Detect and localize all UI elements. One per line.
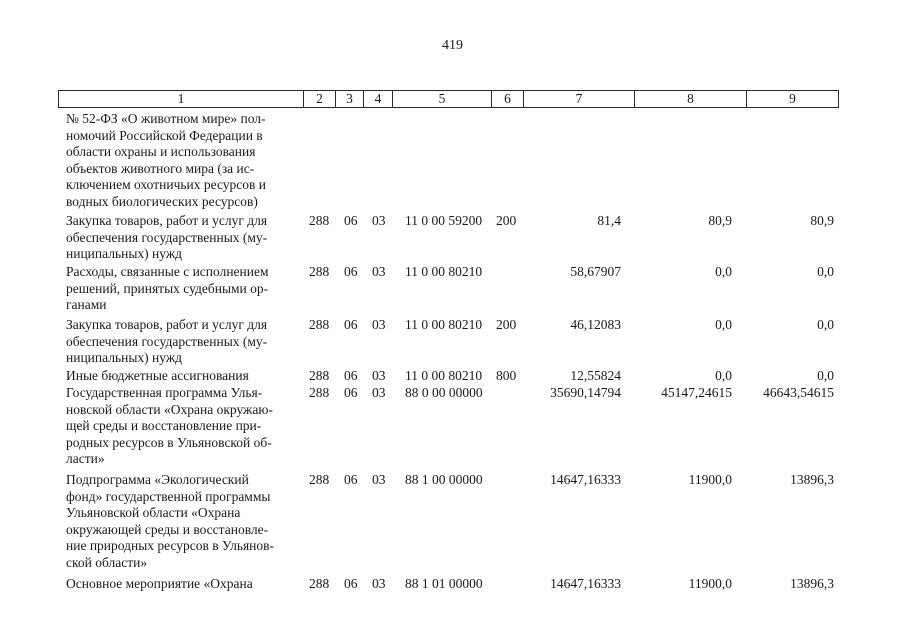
row-name-line: Ульяновской области «Охрана	[66, 505, 241, 520]
header-col-4: 4	[364, 91, 393, 108]
row-name	[66, 576, 298, 593]
amount-col-7: 35690,14794	[550, 385, 621, 400]
row-name-line: щей среды и восстановление при-	[66, 418, 262, 433]
section: 06	[344, 385, 358, 400]
code-admin: 288	[309, 576, 330, 591]
row-name-line: ниципальных) нужд	[66, 350, 183, 365]
row-name-line: ганами	[66, 297, 107, 312]
header-col-6: 6	[492, 91, 524, 108]
section: 06	[344, 472, 358, 487]
code-admin: 288	[309, 368, 330, 383]
row-name-line: Расходы, связанные с исполнением	[66, 264, 269, 279]
amount-col-9: 0,0	[817, 264, 834, 279]
header-col-8: 8	[635, 91, 747, 108]
row-name-line: Подпрограмма «Экологический	[66, 472, 249, 487]
row-name-line: ласти»	[66, 451, 105, 466]
header-col-5: 5	[393, 91, 492, 108]
row-name-line: объектов животного мира (за ис-	[66, 160, 255, 176]
row-name-line: области охраны и использования	[66, 144, 256, 159]
header-col-2: 2	[304, 91, 336, 108]
row-name	[66, 264, 298, 314]
code-admin: 288	[309, 472, 330, 487]
target-article: 11 0 00 80210	[405, 317, 483, 332]
code-admin: 288	[309, 264, 330, 279]
amount-col-9: 0,0	[817, 317, 834, 332]
amount-col-9: 46643,54615	[763, 385, 834, 400]
amount-col-9: 0,0	[817, 368, 834, 383]
target-article: 11 0 00 59200	[405, 213, 483, 228]
row-name-line: фонд» государственной программы	[66, 488, 271, 504]
row-name-line: Государственная программа Улья-	[66, 385, 263, 400]
header-col-3: 3	[336, 91, 364, 108]
amount-col-7: 81,4	[597, 213, 621, 228]
subsection: 03	[372, 213, 386, 228]
amount-col-7: 14647,16333	[550, 576, 621, 591]
row-name-line: Основное мероприятие «Охрана	[66, 576, 253, 591]
expense-type: 200	[496, 317, 517, 332]
row-name-line: Закупка товаров, работ и услуг для	[66, 317, 268, 332]
section: 06	[344, 576, 358, 591]
row-name-line: обеспечения государственных (му-	[66, 229, 268, 245]
row-name	[66, 317, 298, 367]
amount-col-9: 13896,3	[790, 576, 834, 591]
header-col-9: 9	[747, 91, 839, 108]
expense-type: 200	[496, 213, 517, 228]
target-article: 88 1 00 00000	[405, 472, 483, 487]
amount-col-8: 0,0	[715, 264, 732, 279]
section: 06	[344, 213, 358, 228]
row-name-line: номочий Российской Федерации в	[66, 127, 263, 143]
row-name	[66, 385, 298, 468]
section: 06	[344, 368, 358, 383]
amount-col-9: 13896,3	[790, 472, 834, 487]
row-name-line: Закупка товаров, работ и услуг для	[66, 213, 268, 228]
row-name	[66, 111, 298, 210]
subsection: 03	[372, 576, 386, 591]
target-article: 11 0 00 80210	[405, 264, 483, 279]
row-name	[66, 213, 298, 263]
row-name-line: решений, принятых судебными ор-	[66, 280, 269, 296]
amount-col-8: 11900,0	[688, 576, 732, 591]
expense-type: 800	[496, 368, 517, 383]
row-name	[66, 472, 298, 571]
row-name-line: Иные бюджетные ассигнования	[66, 368, 249, 383]
amount-col-8: 0,0	[715, 368, 732, 383]
header-col-1: 1	[59, 91, 304, 108]
row-name-line: обеспечения государственных (му-	[66, 333, 268, 349]
target-article: 11 0 00 80210	[405, 368, 483, 383]
code-admin: 288	[309, 213, 330, 228]
row-name-line: новской области «Охрана окружаю-	[66, 401, 273, 417]
amount-col-7: 46,12083	[570, 317, 621, 332]
page-number: 419	[442, 38, 463, 53]
amount-col-7: 14647,16333	[550, 472, 621, 487]
subsection: 03	[372, 368, 386, 383]
amount-col-8: 0,0	[715, 317, 732, 332]
subsection: 03	[372, 264, 386, 279]
row-name-line: № 52-ФЗ «О животном мире» пол-	[66, 111, 266, 126]
row-name-line: ской области»	[66, 554, 148, 570]
row-name-line: окружающей среды и восстановле-	[66, 521, 269, 537]
row-name	[66, 368, 298, 385]
target-article: 88 0 00 00000	[405, 385, 483, 400]
subsection: 03	[372, 317, 386, 332]
target-article: 88 1 01 00000	[405, 576, 483, 591]
row-name-line: ние природных ресурсов в Ульянов-	[66, 538, 275, 553]
subsection: 03	[372, 385, 386, 400]
amount-col-7: 12,55824	[570, 368, 621, 383]
amount-col-9: 80,9	[810, 213, 834, 228]
row-name-line: ключением охотничьих ресурсов и	[66, 177, 266, 192]
code-admin: 288	[309, 385, 330, 400]
header-col-7: 7	[524, 91, 635, 108]
section: 06	[344, 317, 358, 332]
amount-col-8: 45147,24615	[661, 385, 732, 400]
amount-col-7: 58,67907	[570, 264, 621, 279]
row-name-line: ниципальных) нужд	[66, 246, 183, 261]
subsection: 03	[372, 472, 386, 487]
amount-col-8: 11900,0	[688, 472, 732, 487]
amount-col-8: 80,9	[708, 213, 732, 228]
row-name-line: водных биологических ресурсов)	[66, 193, 258, 209]
code-admin: 288	[309, 317, 330, 332]
section: 06	[344, 264, 358, 279]
row-name-line: родных ресурсов в Ульяновской об-	[66, 434, 272, 450]
